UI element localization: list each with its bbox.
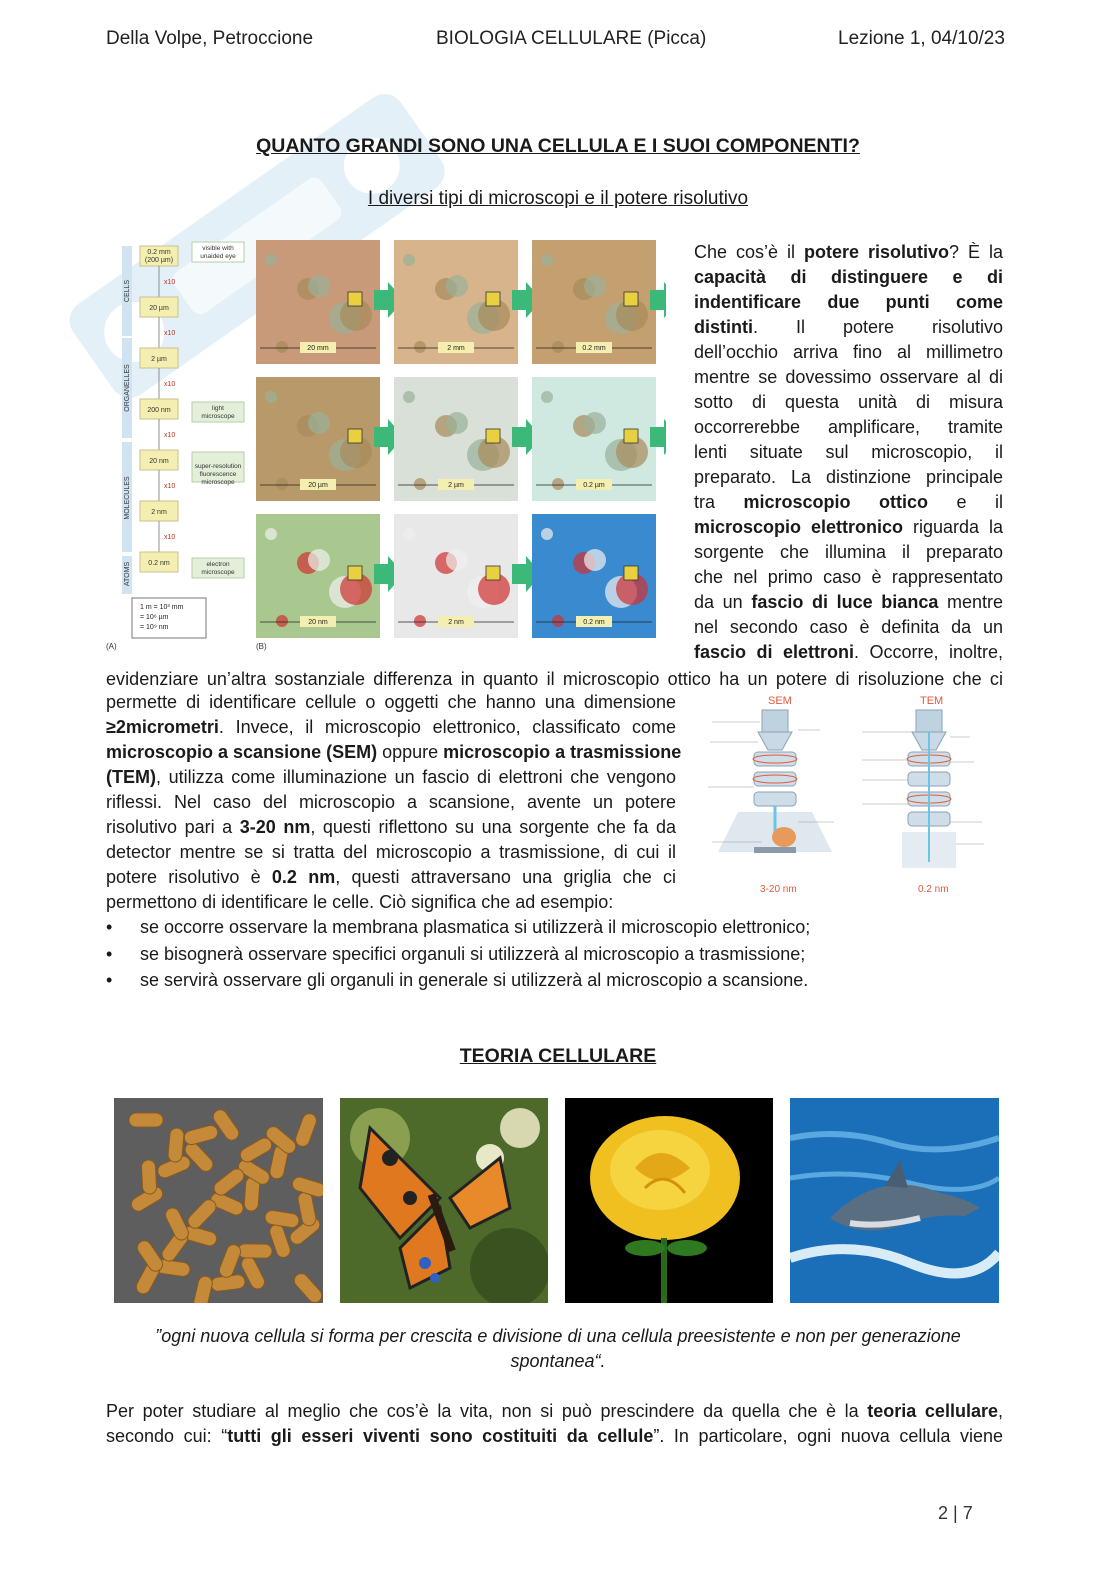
text-line: riflessi. Nel caso del microscopio a scansione, avente un potere	[106, 792, 676, 812]
text-line: secondo cui: “tutti gli esseri viventi sono costituiti da cellule”. In particolare, ogni nuova cellula viene	[106, 1426, 1003, 1446]
page-number: 2 | 7	[938, 1503, 973, 1523]
svg-text:electron: electron	[206, 561, 230, 568]
header-lesson: Lezione 1, 04/10/23	[838, 28, 1005, 49]
svg-text:0.2 µm: 0.2 µm	[583, 482, 605, 489]
text-line: distinti. Il potere risolutivo	[694, 317, 1003, 337]
text-line: ≥2micrometri. Invece, il microscopio elettronico, classificato come	[106, 717, 676, 737]
scale-tile	[532, 514, 656, 638]
text-line: indentificare due punti come	[694, 292, 1003, 312]
photo-rose	[565, 1098, 773, 1303]
text-line: permettono di identificare le celle. Ciò significa che ad esempio:	[106, 892, 614, 912]
svg-text:200 nm: 200 nm	[147, 407, 171, 414]
svg-text:(B): (B)	[256, 642, 267, 651]
svg-text:20 nm: 20 nm	[308, 619, 328, 626]
text-line: tra microscopio ottico e il	[694, 492, 1004, 512]
svg-text:20 µm: 20 µm	[308, 482, 328, 489]
scale-category: CELLS	[124, 279, 131, 303]
text-line: da un fascio di luce bianca mentre	[694, 592, 1004, 612]
svg-text:0.2 mm: 0.2 mm	[582, 345, 606, 352]
svg-text:2 µm: 2 µm	[448, 482, 464, 489]
text-line: occorrerebbe amplificare, tramite	[694, 417, 1003, 437]
scale-tile	[394, 240, 542, 364]
scale-multiplier: x10	[164, 279, 176, 286]
scale-level	[140, 450, 178, 501]
scale-multiplier: x10	[164, 432, 176, 439]
svg-text:0.2 nm: 0.2 nm	[583, 619, 605, 626]
scale-multiplier: x10	[164, 534, 176, 541]
scale-category: ORGANELLES	[124, 364, 131, 412]
text-line: sorgente che illumina il preparato	[694, 542, 1003, 562]
text-line: capacità di distinguere e di	[694, 267, 1003, 287]
scale-level	[140, 246, 178, 297]
instrument-label	[192, 558, 244, 578]
text-line: Per poter studiare al meglio che cos’è la vita, non si può prescindere da quella che è la teoria cellulare,	[106, 1401, 1003, 1421]
svg-text:20 nm: 20 nm	[149, 458, 169, 465]
svg-text:light: light	[212, 405, 224, 412]
text-line: dell’occhio arriva fino al millimetro	[694, 342, 1003, 362]
scale-tile	[256, 377, 404, 501]
text-line: che nel primo caso è rappresentato	[694, 567, 1003, 587]
section-title-sizes: QUANTO GRANDI SONO UNA CELLULA E I SUOI COMPONENTI?	[256, 135, 860, 157]
header-course: BIOLOGIA CELLULARE (Picca)	[436, 28, 707, 49]
text-line: microscopio elettronico riguarda la	[694, 517, 1003, 537]
paragraph-resolving-power	[694, 240, 1003, 665]
text-line: sotto di questa unità di misura	[694, 392, 1003, 412]
unit-conversion: 1 m = 10³ mm	[140, 604, 184, 611]
svg-text:(200 µm): (200 µm)	[144, 257, 174, 264]
scale-multiplier: x10	[164, 330, 176, 337]
scale-level	[140, 348, 178, 399]
scale-level	[140, 399, 178, 450]
instrument-label	[192, 402, 244, 422]
svg-text:0.2 mm: 0.2 mm	[147, 249, 171, 256]
text-line: risolutivo pari a 3-20 nm, questi riflettono su una sorgente che fa da	[106, 817, 677, 837]
svg-text:2 nm: 2 nm	[151, 509, 167, 516]
text-line: detector mentre se si tratta del microscopio a trasmissione, di cui il	[106, 842, 676, 862]
scale-tile	[532, 240, 666, 364]
scale-tile	[532, 377, 666, 501]
svg-text:microscope: microscope	[201, 569, 235, 576]
scale-tile	[256, 514, 404, 638]
cell-scale-figure	[104, 236, 666, 656]
photo-bacteria	[114, 1098, 323, 1303]
text-line: microscopio a scansione (SEM) oppure microscopio a trasmissione	[106, 742, 682, 762]
scale-category: MOLECULES	[124, 476, 131, 520]
svg-text:TEM: TEM	[920, 695, 944, 707]
svg-text:2 mm: 2 mm	[447, 345, 465, 352]
svg-text:unaided eye: unaided eye	[200, 253, 236, 260]
svg-text:super-resolution: super-resolution	[194, 463, 242, 470]
section-subtitle-microscopes: I diversi tipi di microscopi e il potere risolutivo	[367, 188, 749, 209]
text-line: Che cos’è il potere risolutivo? È la	[694, 242, 1004, 262]
scale-multiplier: x10	[164, 483, 176, 490]
sem-tem-figure	[702, 692, 1002, 900]
text-line: (TEM), utilizza come illuminazione un fascio di elettroni che vengono	[106, 767, 676, 787]
text-line: potere risolutivo è 0.2 nm, questi attraversano una griglia che ci	[106, 867, 677, 887]
svg-text:0.2 nm: 0.2 nm	[148, 560, 170, 567]
scale-level	[140, 552, 178, 572]
text-line: permette di identificare cellule o oggetti che hanno una dimensione	[106, 692, 676, 712]
header-authors: Della Volpe, Petroccione	[106, 28, 314, 49]
svg-text:fluorescence: fluorescence	[199, 471, 237, 478]
scale-tile	[394, 377, 542, 501]
text-line: mentre se dovessimo osservare al di	[694, 367, 1003, 387]
svg-text:2 µm: 2 µm	[151, 356, 167, 363]
photo-dolphin	[790, 1098, 999, 1303]
svg-text:2 nm: 2 nm	[448, 619, 464, 626]
text-line: nel secondo caso è definita da un	[694, 617, 1003, 637]
instrument-label	[192, 242, 244, 262]
svg-text:SEM: SEM	[768, 695, 792, 707]
text-line: lenti situate sul microscopio, il	[694, 442, 1003, 462]
svg-text:microscope: microscope	[201, 479, 235, 486]
instrument-label	[192, 452, 244, 486]
text-line: fascio di elettroni. Occorre, inoltre,	[694, 642, 1004, 662]
scale-category: ATOMS	[124, 561, 131, 587]
section-title-cell-theory: TEORIA CELLULARE	[459, 1045, 657, 1067]
svg-text:20 µm: 20 µm	[149, 305, 169, 312]
paragraph-full-line: evidenziare un’altra sostanziale differenza in quanto il microscopio ottico ha un potere di risoluzione che ci	[106, 669, 1003, 689]
text-line: preparato. La distinzione principale	[694, 467, 1003, 487]
photo-butterfly	[340, 1098, 548, 1303]
unit-conversion: = 10⁹ nm	[140, 624, 169, 631]
svg-text:3-20 nm: 3-20 nm	[760, 884, 797, 895]
scale-multiplier: x10	[164, 381, 176, 388]
svg-text:microscope: microscope	[201, 413, 235, 420]
scale-tile	[256, 240, 404, 364]
scale-tile	[394, 514, 542, 638]
paragraph-cell-theory	[106, 1399, 1003, 1449]
paragraph-electron-microscopes	[106, 690, 682, 915]
unit-conversion: = 10⁶ µm	[140, 614, 169, 621]
svg-text:0.2 nm: 0.2 nm	[918, 884, 949, 895]
cell-theory-quote: ”ogni nuova cellula si forma per crescita e divisione di una cellula preesistente e non per generazione spontanea“.	[155, 1326, 961, 1371]
scale-level	[140, 297, 178, 348]
svg-text:(A): (A)	[106, 642, 117, 651]
scale-level	[140, 501, 178, 552]
svg-text:20 mm: 20 mm	[307, 345, 329, 352]
svg-text:visible with: visible with	[202, 245, 234, 252]
